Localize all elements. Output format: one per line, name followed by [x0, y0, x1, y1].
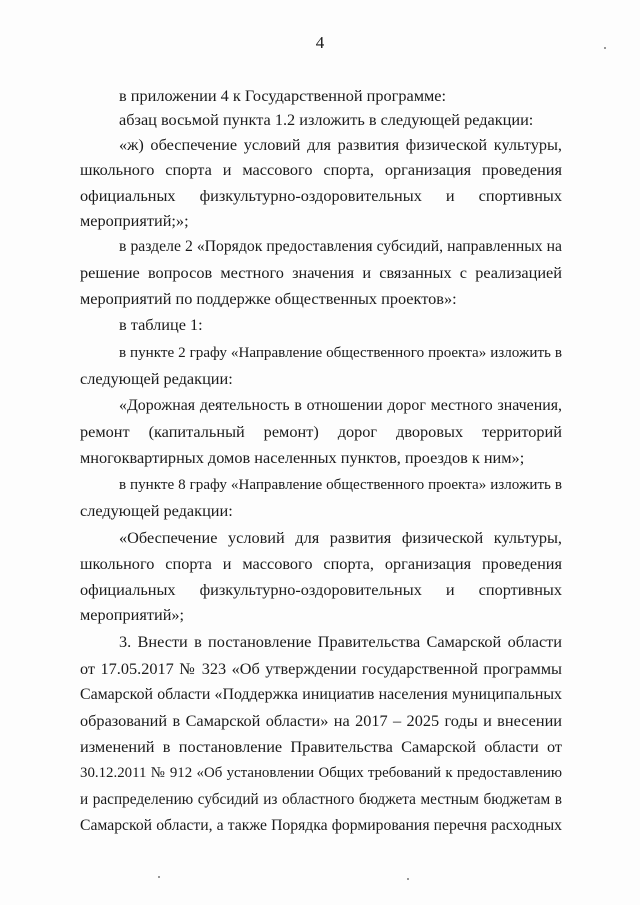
- text-line: в таблице 1:: [119, 315, 203, 334]
- text-line: 30.12.2011 № 912 «Об установлении Общих требований к предоставлению: [80, 765, 562, 781]
- text-line: и распределению субсидий из областного бюджета местным бюджетам в: [80, 791, 562, 808]
- text-line: официальных физкультурно-оздоровительных и спортивных: [80, 580, 562, 599]
- text-line: школьного спорта и массового спорта, организация проведения: [80, 160, 562, 179]
- text-line: следующей редакции:: [80, 369, 233, 388]
- text-line: «ж) обеспечение условий для развития физической культуры,: [119, 135, 562, 154]
- text-line: 3. Внести в постановление Правительства Самарской области: [119, 632, 562, 651]
- text-line: Самарской области «Поддержка инициатив населения муниципальных: [80, 686, 562, 703]
- page-number: 4: [315, 33, 325, 52]
- text-line: следующей редакции:: [80, 501, 233, 520]
- text-line: образований в Самарской области» на 2017 – 2025 годы и внесении: [80, 711, 562, 730]
- text-line: «Обеспечение условий для развития физической культуры,: [119, 528, 562, 547]
- text-line: официальных физкультурно-оздоровительных и спортивных: [80, 186, 562, 205]
- scan-speck: [604, 47, 606, 49]
- text-line: в приложении 4 к Государственной программе:: [119, 86, 447, 105]
- text-line: «Дорожная деятельность в отношении дорог местного значения,: [119, 397, 562, 414]
- text-line: мероприятий»;: [80, 605, 185, 624]
- text-line: изменений в постановление Правительства Самарской области от: [80, 737, 562, 756]
- scan-speck: [407, 878, 409, 880]
- text-line: мероприятий;»;: [80, 211, 189, 230]
- text-line: в пункте 2 графу «Направление общественного проекта» изложить в: [119, 345, 562, 361]
- text-line: от 17.05.2017 № 323 «Об утверждении государственной программы: [80, 659, 562, 678]
- text-line: мероприятий по поддержке общественных проектов»:: [80, 289, 457, 308]
- text-line: в пункте 8 графу «Направление общественного проекта» изложить в: [119, 477, 562, 493]
- text-line: ремонт (капитальный ремонт) дорог дворовых территорий: [80, 422, 562, 441]
- text-line: многоквартирных домов населенных пунктов, проездов к ним»;: [80, 448, 525, 467]
- text-line: школьного спорта и массового спорта, организация проведения: [80, 554, 562, 573]
- text-line: абзац восьмой пункта 1.2 изложить в следующей редакции:: [119, 110, 534, 129]
- scan-speck: [158, 876, 160, 878]
- text-line: решение вопросов местного значения и связанных с реализацией: [80, 263, 562, 282]
- text-line: Самарской области, а также Порядка формирования перечня расходных: [80, 817, 562, 834]
- text-line: в разделе 2 «Порядок предоставления субсидий, направленных на: [119, 238, 562, 255]
